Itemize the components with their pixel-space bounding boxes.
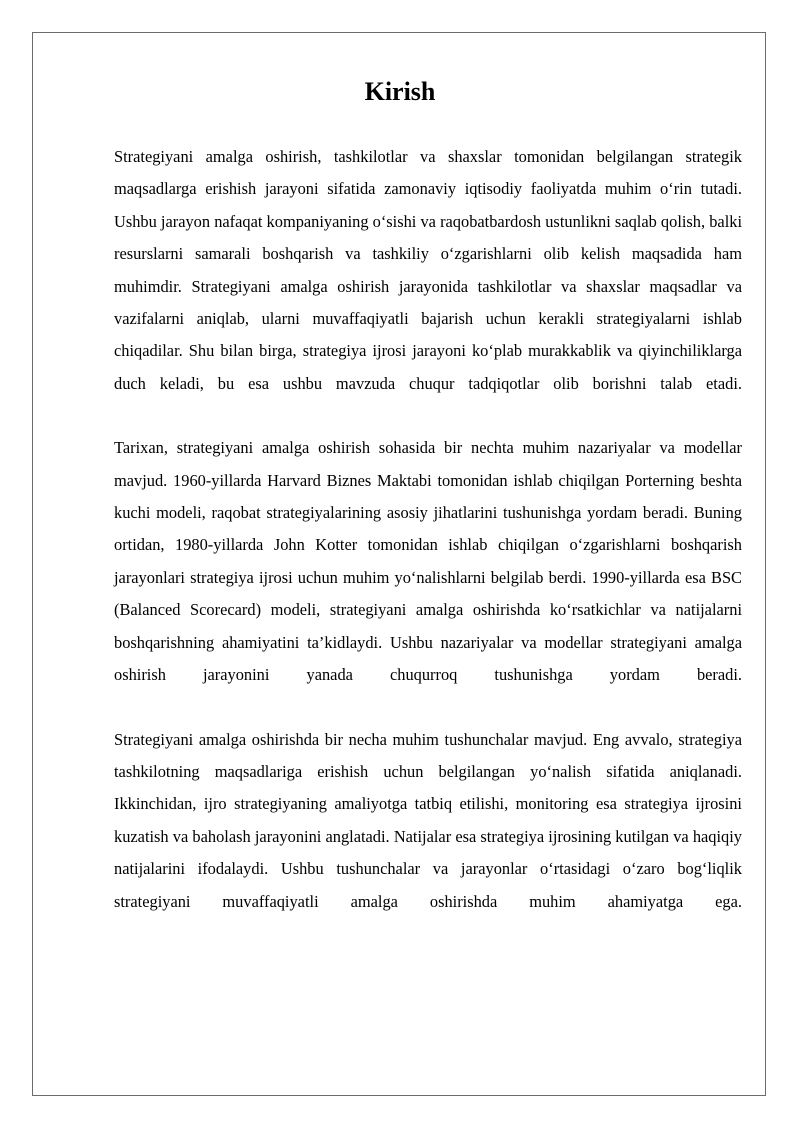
document-body [114,141,742,950]
paragraph-3: Strategiyani amalga oshirishda bir necha muhim tushunchalar mavjud. Eng avvalo, strategiya tashkilotning maqsadlariga erishish uchun belgilangan yo‘nalish sifatida aniqlanadi. Ikkinchidan, ijro strategiyaning amaliyotga tatbiq etilishi, monitoring esa strategiya ijrosini kuzatish va baholash jarayonini anglatadi. Natijalar esa strategiya ijrosining kutilgan va haqiqiy natijalarini ifodalaydi. Ushbu tushunchalar va jarayonlar o‘rtasidagi o‘zaro bog‘liqlik strategiyani muvaffaqiyatli amalga oshirishda muhim ahamiyatga ega. [114,729,742,911]
paragraph-1: Strategiyani amalga oshirish, tashkilotlar va shaxslar tomonidan belgilangan strategik maqsadlarga erishish jarayoni sifatida zamonaviy iqtisodiy faoliyatda muhim o‘rin tutadi. Ushbu jarayon nafaqat kompaniyaning o‘sishi va raqobatbardosh ustunlikni saqlab qolish, balki resurslarni samarali boshqarish va tashkiliy o‘zgarishlarni olib kelish maqsadida ham muhimdir. Strategiyani amalga oshirish jarayonida tashkilotlar va shaxslar maqsadlar va vazifalarni aniqlab, ularni muvaffaqiyatli bajarish uchun kerakli strategiyalarni ishlab chiqadilar. Shu bilan birga, strategiya ijrosi jarayoni ko‘plab murakkablik va qiyinchiliklarga duch keladi, bu esa ushbu mavzuda chuqur tadqiqotlar olib borishni talab etadi. [114,147,742,393]
page-title: Kirish [364,77,436,106]
paragraph-2: Tarixan, strategiyani amalga oshirish sohasida bir nechta muhim nazariyalar va modellar mavjud. 1960-yillarda Harvard Biznes Maktabi tomonidan ishlab chiqilgan Porterning beshta kuchi modeli, raqobat strategiyalarining asosiy jihatlarini tushunishga yordam beradi. Buning ortidan, 1980-yillarda John Kotter tomonidan ishlab chiqilgan o‘zgarishlarni boshqarish jarayonlari strategiya ijrosi uchun muhim yo‘nalishlarni belgilab berdi. 1990-yillarda esa BSC (Balanced Scorecard) modeli, strategiyani amalga oshirishda ko‘rsatkichlar va natijalarni boshqarishning ahamiyatini ta’kidlaydi. Ushbu nazariyalar va modellar strategiyani amalga oshirish jarayonini yanada chuqurroq tushunishga yordam beradi. [114,438,742,685]
